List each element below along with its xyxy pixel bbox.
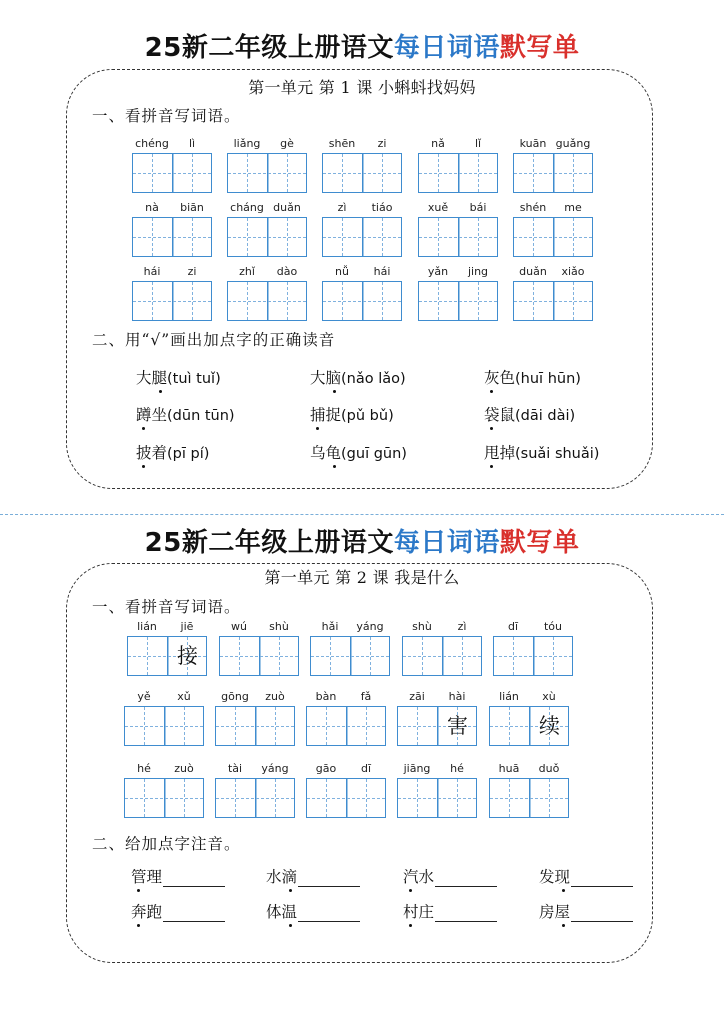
annotate-word: 汽水 xyxy=(403,867,434,887)
pinyin-syllable: jiē xyxy=(180,620,194,633)
sheet1-section1-heading: 一、看拼音写词语。 xyxy=(92,107,241,125)
word-box xyxy=(227,265,307,321)
word-box xyxy=(124,690,204,746)
reading-options[interactable]: (dāi dài) xyxy=(515,408,576,424)
reading-word: 甩掉 xyxy=(484,443,515,463)
pinyin-syllable: gōng xyxy=(221,690,249,703)
sheet1-lesson-title: 第一单元 第 1 课 小蝌蚪找妈妈 xyxy=(248,78,476,97)
pinyin-syllable: guǎng xyxy=(555,137,591,150)
pinyin-syllable: lián xyxy=(499,690,519,703)
annotate-item xyxy=(131,867,225,887)
pinyin-syllable: zuò xyxy=(265,690,285,703)
pinyin-syllable: tài xyxy=(227,762,243,775)
reading-options[interactable]: (dūn tūn) xyxy=(167,408,235,424)
tianzige-grid[interactable] xyxy=(124,778,204,818)
written-character xyxy=(347,707,386,745)
written-character xyxy=(554,218,593,256)
reading-item xyxy=(136,405,235,426)
pinyin-syllable: yáng xyxy=(356,620,384,633)
reading-options[interactable]: (guī gūn) xyxy=(341,446,407,462)
reading-options[interactable]: (pǔ bǔ) xyxy=(341,408,394,424)
written-character xyxy=(438,779,477,817)
emphasis-dot xyxy=(142,427,145,430)
pinyin-syllable: shù xyxy=(269,620,289,633)
annotate-item xyxy=(403,867,497,887)
reading-options[interactable]: (pī pí) xyxy=(167,446,210,462)
written-character xyxy=(514,154,553,192)
pinyin-syllable: zhǐ xyxy=(239,265,255,278)
pinyin-syllable: hǎi xyxy=(321,620,339,633)
word-box xyxy=(418,201,498,257)
word-box xyxy=(215,690,295,746)
annotate-word: 奔跑 xyxy=(131,902,162,922)
pinyin-syllable: shù xyxy=(412,620,432,633)
reading-item xyxy=(310,368,406,389)
word-box xyxy=(132,201,212,257)
written-character: 害 xyxy=(447,714,468,738)
pinyin-syllable: zì xyxy=(337,201,347,214)
annotate-item xyxy=(403,902,497,922)
pinyin-syllable: wú xyxy=(231,620,247,633)
answer-blank[interactable] xyxy=(571,903,633,922)
emphasis-dot xyxy=(562,924,565,927)
written-character xyxy=(228,218,267,256)
emphasis-dot xyxy=(289,889,292,892)
answer-blank[interactable] xyxy=(298,868,360,887)
tianzige-grid[interactable] xyxy=(310,636,390,676)
written-character xyxy=(268,218,307,256)
tianzige-grid[interactable] xyxy=(219,636,299,676)
tianzige-grid[interactable] xyxy=(215,706,295,746)
written-character xyxy=(307,779,346,817)
emphasis-dot xyxy=(137,924,140,927)
reading-item xyxy=(484,405,575,426)
tianzige-grid[interactable] xyxy=(227,217,307,257)
reading-options[interactable]: (huī hūn) xyxy=(515,371,581,387)
emphasis-dot xyxy=(159,390,162,393)
written-character xyxy=(228,154,267,192)
pinyin-syllable: jing xyxy=(467,265,489,278)
written-character xyxy=(534,637,573,675)
emphasis-dot xyxy=(316,427,319,430)
word-box xyxy=(310,620,390,676)
pinyin-syllable: zi xyxy=(377,137,387,150)
pinyin-syllable: hé xyxy=(137,762,151,775)
tianzige-grid[interactable] xyxy=(306,778,386,818)
sheet2-section1-heading: 一、看拼音写词语。 xyxy=(92,598,241,616)
word-box xyxy=(127,620,207,676)
reading-item xyxy=(310,443,407,464)
pinyin-syllable: yǎn xyxy=(427,265,449,278)
reading-options[interactable]: (tuì tuǐ) xyxy=(167,371,221,387)
written-character xyxy=(268,282,307,320)
word-box xyxy=(397,690,477,746)
reading-options[interactable]: (suǎi shuǎi) xyxy=(515,446,600,462)
emphasis-dot xyxy=(490,465,493,468)
written-character xyxy=(220,637,259,675)
pinyin-syllable: nǎ xyxy=(431,137,445,150)
written-character xyxy=(419,282,458,320)
pinyin-syllable: yáng xyxy=(261,762,289,775)
written-character xyxy=(256,779,295,817)
written-character xyxy=(554,154,593,192)
written-character xyxy=(133,154,172,192)
pinyin-syllable: nà xyxy=(145,201,159,214)
pinyin-syllable: yě xyxy=(137,690,151,703)
tianzige-grid[interactable] xyxy=(489,778,569,818)
pinyin-syllable: gè xyxy=(280,137,294,150)
annotate-item xyxy=(539,902,633,922)
tianzige-grid[interactable] xyxy=(489,706,569,746)
answer-blank[interactable] xyxy=(571,868,633,887)
written-character xyxy=(228,282,267,320)
written-character xyxy=(133,218,172,256)
reading-word: 灰色 xyxy=(484,368,515,388)
pinyin-syllable: tóu xyxy=(543,620,562,633)
written-character xyxy=(128,637,167,675)
reading-word: 大腿 xyxy=(136,368,167,388)
tianzige-grid[interactable] xyxy=(418,217,498,257)
word-box xyxy=(418,265,498,321)
pinyin-syllable: zi xyxy=(187,265,197,278)
pinyin-syllable: xǔ xyxy=(177,690,191,703)
answer-blank[interactable] xyxy=(163,903,225,922)
sheet2-title-highlight-blue: 每日词语 xyxy=(393,528,500,558)
pinyin-syllable: dī xyxy=(507,620,519,633)
pinyin-syllable: chéng xyxy=(135,137,169,150)
tianzige-grid[interactable] xyxy=(397,706,477,746)
annotate-item xyxy=(539,867,633,887)
written-character xyxy=(323,282,362,320)
annotate-item xyxy=(266,867,360,887)
written-character xyxy=(125,779,164,817)
word-box xyxy=(489,762,569,818)
pinyin-syllable: zì xyxy=(457,620,467,633)
reading-item xyxy=(136,443,209,464)
written-character xyxy=(514,282,553,320)
sheet1-section2-heading: 二、用“√”画出加点字的正确读音 xyxy=(92,331,336,349)
tianzige-grid[interactable] xyxy=(132,153,212,193)
reading-word: 大脑 xyxy=(310,368,341,388)
written-character xyxy=(165,707,204,745)
annotate-word: 房屋 xyxy=(539,902,570,922)
word-box xyxy=(322,201,402,257)
pinyin-syllable: xuě xyxy=(427,201,449,214)
sheet1-title-highlight-blue: 每日词语 xyxy=(393,33,500,63)
word-box xyxy=(132,265,212,321)
pinyin-syllable: biān xyxy=(180,201,204,214)
reading-word: 蹲坐 xyxy=(136,405,167,425)
word-box xyxy=(132,137,212,193)
annotate-word: 发现 xyxy=(539,867,570,887)
written-character xyxy=(459,154,498,192)
written-character xyxy=(459,282,498,320)
pinyin-syllable: fǎ xyxy=(360,690,372,703)
written-character xyxy=(173,218,212,256)
reading-item xyxy=(310,405,394,426)
sheet2-title-main: 25新二年级上册语文 xyxy=(144,528,394,558)
reading-word: 披着 xyxy=(136,443,167,463)
emphasis-dot xyxy=(142,465,145,468)
pinyin-syllable: duǎn xyxy=(519,265,547,278)
emphasis-dot xyxy=(490,427,493,430)
word-box xyxy=(124,762,204,818)
pinyin-syllable: huā xyxy=(498,762,520,775)
tianzige-grid[interactable] xyxy=(124,706,204,746)
sheet1-title xyxy=(0,33,724,63)
emphasis-dot xyxy=(409,889,412,892)
tianzige-grid[interactable] xyxy=(127,636,207,676)
pinyin-syllable: nǚ xyxy=(335,265,349,278)
pinyin-syllable: duǎn xyxy=(273,201,301,214)
sheet2-title xyxy=(0,528,724,558)
word-box xyxy=(306,690,386,746)
pinyin-syllable: dī xyxy=(360,762,372,775)
written-character xyxy=(133,282,172,320)
sheet2-section2-heading: 二、给加点字注音。 xyxy=(92,835,241,853)
emphasis-dot xyxy=(490,390,493,393)
written-character xyxy=(363,218,402,256)
tianzige-grid[interactable] xyxy=(513,217,593,257)
written-character xyxy=(323,218,362,256)
reading-item xyxy=(484,443,599,464)
pinyin-syllable: cháng xyxy=(230,201,264,214)
pinyin-syllable: kuān xyxy=(519,137,547,150)
written-character xyxy=(403,637,442,675)
pinyin-syllable: xiǎo xyxy=(561,265,585,278)
tianzige-grid[interactable] xyxy=(397,778,477,818)
word-box xyxy=(215,762,295,818)
word-box xyxy=(322,137,402,193)
written-character xyxy=(490,779,529,817)
sheet2-lesson-title: 第一单元 第 2 课 我是什么 xyxy=(264,568,460,587)
written-character xyxy=(514,218,553,256)
emphasis-dot xyxy=(333,390,336,393)
written-character xyxy=(256,707,295,745)
written-character xyxy=(419,218,458,256)
written-character: 续 xyxy=(539,714,560,738)
tianzige-grid[interactable] xyxy=(215,778,295,818)
pinyin-syllable: jiāng xyxy=(403,762,431,775)
written-character xyxy=(165,779,204,817)
written-character xyxy=(268,154,307,192)
sheet1-title-main: 25新二年级上册语文 xyxy=(144,33,394,63)
written-character xyxy=(216,707,255,745)
written-character xyxy=(125,707,164,745)
pinyin-syllable: lì xyxy=(188,137,196,150)
reading-word: 乌龟 xyxy=(310,443,341,463)
written-character xyxy=(490,707,529,745)
written-character xyxy=(351,637,390,675)
written-character xyxy=(398,707,437,745)
written-character xyxy=(554,282,593,320)
pinyin-syllable: dào xyxy=(276,265,298,278)
reading-word: 袋鼠 xyxy=(484,405,515,425)
written-character xyxy=(363,282,402,320)
written-character xyxy=(173,282,212,320)
written-character xyxy=(173,154,212,192)
pinyin-syllable: duǒ xyxy=(538,762,560,775)
emphasis-dot xyxy=(137,889,140,892)
written-character xyxy=(459,218,498,256)
pinyin-syllable: liǎng xyxy=(233,137,261,150)
word-box xyxy=(219,620,299,676)
tianzige-grid[interactable] xyxy=(132,281,212,321)
word-box xyxy=(402,620,482,676)
pinyin-syllable: hái xyxy=(143,265,161,278)
pinyin-syllable: me xyxy=(564,201,582,214)
word-box xyxy=(489,690,569,746)
emphasis-dot xyxy=(562,889,565,892)
tianzige-grid[interactable] xyxy=(418,153,498,193)
tianzige-grid[interactable] xyxy=(322,153,402,193)
word-box xyxy=(418,137,498,193)
tianzige-grid[interactable] xyxy=(132,217,212,257)
emphasis-dot xyxy=(333,465,336,468)
tianzige-grid[interactable] xyxy=(227,153,307,193)
word-box xyxy=(397,762,477,818)
written-character xyxy=(216,779,255,817)
written-character: 接 xyxy=(177,644,198,668)
sheet2-title-highlight-red: 默写单 xyxy=(499,528,580,558)
pinyin-syllable: gāo xyxy=(315,762,337,775)
tianzige-grid[interactable] xyxy=(418,281,498,321)
annotate-word: 管理 xyxy=(131,867,162,887)
pinyin-syllable: lián xyxy=(137,620,157,633)
word-box xyxy=(493,620,573,676)
sheet-divider xyxy=(0,514,724,515)
annotate-word: 村庄 xyxy=(403,902,434,922)
word-box xyxy=(227,201,307,257)
reading-item xyxy=(136,368,221,389)
written-character xyxy=(363,154,402,192)
written-character xyxy=(307,707,346,745)
answer-blank[interactable] xyxy=(435,903,497,922)
sheet1-title-highlight-red: 默写单 xyxy=(499,33,580,63)
answer-blank[interactable] xyxy=(298,903,360,922)
tianzige-grid[interactable] xyxy=(322,217,402,257)
answer-blank[interactable] xyxy=(435,868,497,887)
pinyin-syllable: hài xyxy=(448,690,466,703)
written-character xyxy=(347,779,386,817)
written-character xyxy=(419,154,458,192)
word-box xyxy=(322,265,402,321)
pinyin-syllable: xù xyxy=(542,690,556,703)
written-character xyxy=(530,779,569,817)
word-box xyxy=(306,762,386,818)
tianzige-grid[interactable] xyxy=(322,281,402,321)
reading-options[interactable]: (nǎo lǎo) xyxy=(341,371,406,387)
pinyin-syllable: shēn xyxy=(328,137,356,150)
tianzige-grid[interactable] xyxy=(402,636,482,676)
pinyin-syllable: hái xyxy=(373,265,391,278)
pinyin-syllable: shén xyxy=(519,201,547,214)
written-character xyxy=(398,779,437,817)
pinyin-syllable: zuò xyxy=(174,762,194,775)
reading-item xyxy=(484,368,581,389)
written-character xyxy=(443,637,482,675)
pinyin-syllable: lǐ xyxy=(474,137,482,150)
written-character xyxy=(494,637,533,675)
answer-blank[interactable] xyxy=(163,868,225,887)
word-box xyxy=(227,137,307,193)
tianzige-grid[interactable] xyxy=(513,153,593,193)
tianzige-grid[interactable] xyxy=(513,281,593,321)
pinyin-syllable: tiáo xyxy=(371,201,393,214)
annotate-item xyxy=(131,902,225,922)
pinyin-syllable: zāi xyxy=(409,690,425,703)
tianzige-grid[interactable] xyxy=(227,281,307,321)
pinyin-syllable: hé xyxy=(450,762,464,775)
pinyin-syllable: bàn xyxy=(315,690,337,703)
word-box xyxy=(513,201,593,257)
tianzige-grid[interactable] xyxy=(306,706,386,746)
word-box xyxy=(513,265,593,321)
emphasis-dot xyxy=(289,924,292,927)
reading-word: 捕捉 xyxy=(310,405,341,425)
written-character xyxy=(311,637,350,675)
written-character xyxy=(323,154,362,192)
pinyin-syllable: bái xyxy=(469,201,487,214)
emphasis-dot xyxy=(409,924,412,927)
annotate-item xyxy=(266,902,360,922)
word-box xyxy=(513,137,593,193)
written-character xyxy=(260,637,299,675)
annotate-word: 水滴 xyxy=(266,867,297,887)
tianzige-grid[interactable] xyxy=(493,636,573,676)
annotate-word: 体温 xyxy=(266,902,297,922)
